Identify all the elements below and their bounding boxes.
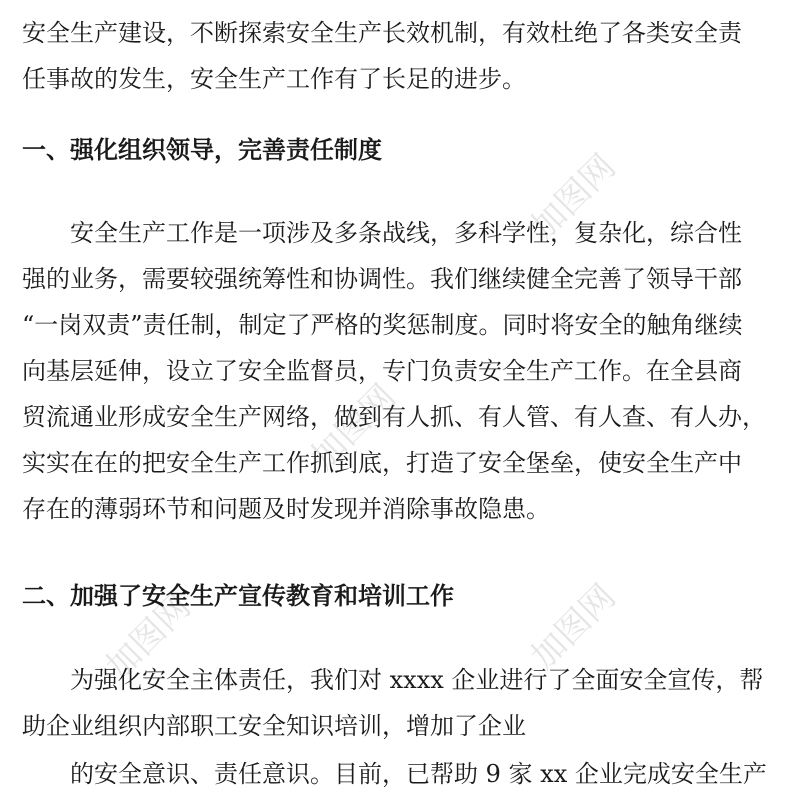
paragraph-line: “一岗双责”责任制，制定了严格的奖惩制度。同时将安全的触角继续	[22, 311, 743, 339]
paragraph-line: 任事故的发生，安全生产工作有了长足的进步。	[22, 65, 526, 93]
watermark: 加图网	[523, 576, 624, 678]
section-heading: 二、加强了安全生产宣传教育和培训工作	[22, 582, 454, 610]
watermark: 加图网	[98, 586, 199, 688]
watermark: 加图网	[303, 376, 404, 478]
paragraph-line: 强的业务，需要较强统筹性和协调性。我们继续健全完善了领导干部	[22, 265, 742, 293]
watermark: 加图网	[523, 146, 624, 248]
paragraph-line: 助企业组织内部职工安全知识培训，增加了企业	[22, 712, 526, 740]
section-heading: 一、强化组织领导，完善责任制度	[22, 136, 382, 164]
paragraph-line: 安全生产建设，不断探索安全生产长效机制，有效杜绝了各类安全责	[22, 19, 742, 47]
paragraph-line: 为强化安全主体责任，我们对 xxxx 企业进行了全面安全宣传，帮	[70, 666, 764, 694]
paragraph-line: 安全生产工作是一项涉及多条战线，多科学性，复杂化，综合性	[70, 219, 742, 247]
paragraph-line: 实实在在的把安全生产工作抓到底，打造了安全堡垒，使安全生产中	[22, 449, 742, 477]
paragraph-line: 存在的薄弱环节和问题及时发现并消除事故隐患。	[22, 495, 550, 523]
paragraph-line: 贸流通业形成安全生产网络，做到有人抓、有人管、有人查、有人办，	[22, 403, 766, 431]
paragraph-line: 向基层延伸，设立了安全监督员，专门负责安全生产工作。在全县商	[22, 357, 742, 385]
paragraph-line: 的安全意识、责任意识。目前，已帮助 9 家 xx 企业完成安全生产	[70, 760, 767, 788]
